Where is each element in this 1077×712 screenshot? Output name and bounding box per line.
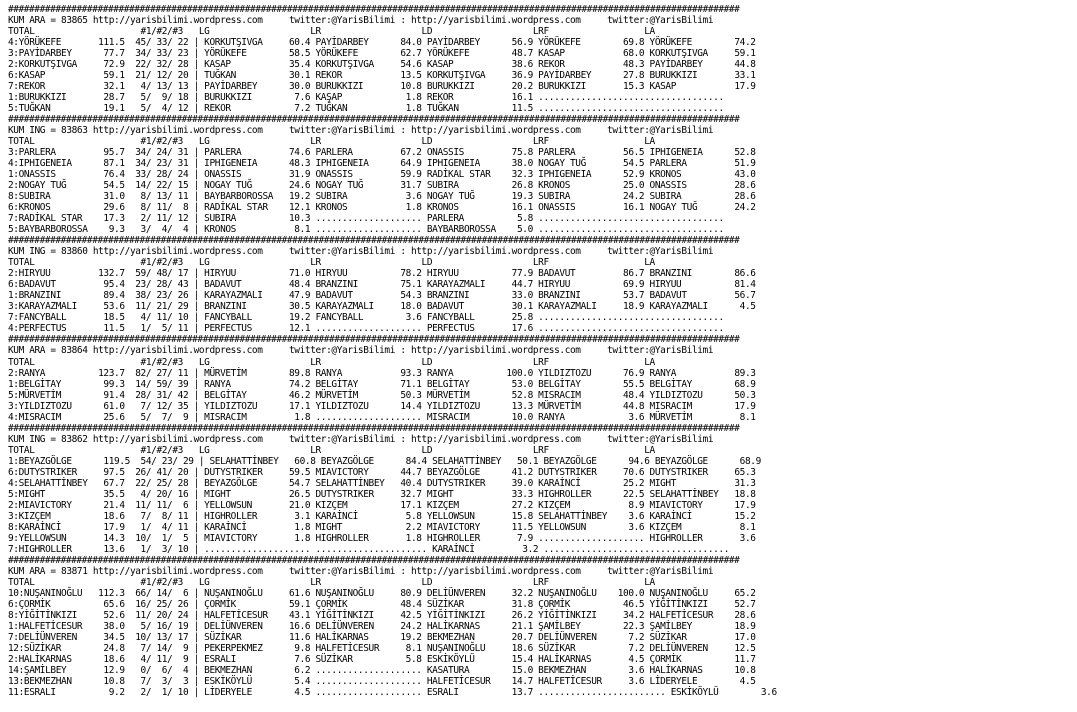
horse-row: 2:NOGAY TUĞ 54.5 14/ 22/ 15 | NOGAY TUĞ 24.6 NOGAY TUĞ 31.7 SUBIRA 26.8 KRONOS 25.0 ONASSIS 28.6 — [8, 180, 756, 192]
horse-row: 4:MISRACIM 25.6 5/ 7/ 9 | MISRACIM 1.8 .................... MISRACIM 10.0 RANYA 3.6 MÜRVETİM 8.1 — [8, 411, 756, 423]
horse-row: 3:YILDIZTOZU 61.0 7/ 12/ 35 | YILDIZTOZU 17.1 YILDIZTOZU 14.4 YILDIZTOZU 13.3 MÜRVETİM 44.8 MISRACIM 17.9 — [8, 400, 756, 412]
horse-row: 4:IPHIGENEIA 87.1 34/ 23/ 31 | IPHIGENEIA 48.3 IPHIGENEIA 64.9 IPHIGENEIA 38.0 NOGAY TUĞ 54.5 PARLERA 51.9 — [8, 158, 756, 170]
column-header-line: TOTAL #1/#2/#3 LG LR LD LRF LA — [8, 257, 655, 269]
horse-row: 1:BELGİTAY 99.3 14/ 59/ 39 | RANYA 74.2 BELGİTAY 71.1 BELGİTAY 53.0 BELGİTAY 55.5 BELGİTAY 68.9 — [8, 378, 756, 390]
horse-row: 1:BURUKKIZI 28.7 5/ 9/ 18 | BURUKKIZI 7.6 KAŞAP 1.8 REKOR 16.1 ................................... — [8, 92, 724, 104]
horse-row: 2:MIAVICTORY 21.4 11/ 11/ 6 | YELLOWSUN 21.0 KIZÇEM 17.1 KIZÇEM 27.2 KIZÇEM 8.9 MIAVICTORY 17.9 — [8, 499, 756, 511]
horse-row: 4:SELAHATTİNBEY 67.7 22/ 25/ 28 | BEYAZGÖLGE 54.7 SELAHATTİNBEY 40.4 DUTYSTRIKER 39.0 KARAİNCİ 25.2 MIGHT 31.3 — [8, 477, 756, 489]
horse-row: 3:PAYİDARBEY 77.7 34/ 33/ 23 | YÖRÜKEFE 58.5 YÖRÜKEFE 62.7 YÖRÜKEFE 48.7 KASAP 68.0 KORKUTŞIVGA 59.1 — [8, 48, 756, 60]
race-header-line: KUM ARA = 83871 http://yarisbilimi.wordpress.com twitter:@YarisBilimi : http://yarisbilimi.wordpress.com twitter:@YarisBilimi — [8, 565, 714, 577]
separator-line: ########################################################################################################################################### — [8, 334, 740, 346]
horse-row: 2:RANYA 123.7 82/ 27/ 11 | MÜRVETİM 89.8 RANYA 93.3 RANYA 100.0 YILDIZTOZU 76.9 RANYA 89.3 — [8, 367, 756, 379]
horse-row: 2:KORKUTŞIVGA 72.9 22/ 32/ 28 | KASAP 35.4 KORKUTŞIVGA 54.6 KASAP 38.6 REKOR 48.3 PAYİDARBEY 44.8 — [8, 59, 756, 71]
horse-row: 7:RADİKAL STAR 17.3 2/ 11/ 12 | SUBIRA 10.3 .................... PARLERA 5.8 ................................... — [8, 213, 724, 225]
horse-row: 7:FANCYBALL 18.5 4/ 11/ 10 | FANCYBALL 19.2 FANCYBALL 3.6 FANCYBALL 25.8 ................................... — [8, 312, 724, 324]
horse-row: 8:SUBIRA 31.0 8/ 13/ 11 | BAYBARBOROSSA 19.2 SUBIRA 3.6 NOGAY TUĞ 19.3 SUBIRA 24.2 SUBIRA 28.6 — [8, 191, 756, 203]
separator-line: ########################################################################################################################################### — [8, 422, 740, 434]
race-header-line: KUM ING = 83860 http://yarisbilimi.wordpress.com twitter:@YarisBilimi : http://yarisbilimi.wordpress.com twitter:@YarisBilimi — [8, 246, 714, 258]
horse-row: 8:KARAİNCİ 17.9 1/ 4/ 11 | KARAİNCİ 1.8 MIGHT 2.2 MIAVICTORY 11.5 YELLOWSUN 3.6 KIZÇEM 8.1 — [8, 521, 756, 533]
column-header-line: TOTAL #1/#2/#3 LG LR LD LRF LA — [8, 444, 655, 456]
horse-row: 4:YÖRÜKEFE 111.5 45/ 33/ 22 | KORKUTŞIVGA 60.4 PAYİDARBEY 84.0 PAYİDARBEY 56.9 YÖRÜKEFE 69.8 YÖRÜKEFE 74.2 — [8, 37, 756, 49]
horse-row: 2:HIRYUU 132.7 59/ 48/ 17 | HIRYUU 71.0 HIRYUU 78.2 HIRYUU 77.9 BADAVUT 86.7 BRANZINI 86.6 — [8, 268, 756, 280]
column-header-line: TOTAL #1/#2/#3 LG LR LD LRF LA — [8, 576, 655, 588]
horse-row: 3:PARLERA 95.7 34/ 24/ 31 | PARLERA 74.6 PARLERA 67.2 ONASSIS 75.8 PARLERA 56.5 IPHIGENEIA 52.8 — [8, 147, 756, 159]
horse-row: 11:ESRALI 9.2 2/ 1/ 10 | LİDERYELE 4.5 .................... ESRALI 13.7 ........................ ESKİKÖYLÜ 3.6 — [8, 686, 777, 698]
horse-row: 8:YİĞİTİNKIZI 52.6 11/ 20/ 24 | HALFETİCESUR 43.1 YİĞİTİNKIZI 42.5 YİĞİTİNKIZI 26.2 YİĞİTİNKIZI 34.2 HALFETİCESUR 28.6 — [8, 609, 756, 621]
horse-row: 3:KIZÇEM 18.6 7/ 8/ 11 | HIGHROLLER 3.1 KARAİNCİ 5.8 YELLOWSUN 15.8 SELAHATTİNBEY 3.6 KARAİNCİ 15.2 — [8, 510, 756, 522]
horse-row: 6:DUTYSTRIKER 97.5 26/ 41/ 20 | DUTYSTRIKER 59.5 MIAVICTORY 44.7 BEYAZGÖLGE 41.2 DUTYSTRIKER 70.6 DUTYSTRIKER 65.3 — [8, 466, 756, 478]
separator-line: ########################################################################################################################################### — [8, 114, 740, 126]
horse-row: 7:REKOR 32.1 4/ 13/ 13 | PAYİDARBEY 30.0 BURUKKIZI 10.8 BURUKKIZI 20.2 BURUKKIZI 15.3 KASAP 17.9 — [8, 81, 756, 93]
horse-row: 1:HALFETİCESUR 38.0 5/ 16/ 19 | DELİÜNVEREN 16.6 DELİÜNVEREN 24.2 HALİKARNAS 21.1 ŞAMİLBEY 22.3 ŞAMİLBEY 18.9 — [8, 620, 756, 632]
horse-row: 1:BRANZINI 89.4 38/ 23/ 26 | KARAYAZMALI 47.9 BADAVUT 54.3 BRANZINI 33.0 BRANZINI 53.7 BADAVUT 56.7 — [8, 290, 756, 302]
horse-row: 6:KASAP 59.1 21/ 12/ 20 | TUĞKAN 30.1 REKOR 13.5 KORKUTŞIVGA 36.9 PAYİDARBEY 27.8 BURUKKIZI 33.1 — [8, 70, 756, 82]
horse-row: 10:NUŞANINOĞLU 112.3 66/ 14/ 6 | NUŞANINOĞLU 61.6 NUŞANINOĞLU 80.9 DELİÜNVEREN 32.2 NUŞANINOĞLU 100.0 NUŞANINOĞLU 65.2 — [8, 587, 756, 599]
separator-line: ########################################################################################################################################### — [8, 235, 740, 247]
race-statistics-text-sheet — [8, 4, 777, 698]
horse-row: 7:DELİÜNVEREN 34.5 10/ 13/ 17 | SÜZİKAR 11.6 HALİKARNAS 19.2 BEKMEZHAN 20.7 DELİÜNVEREN 7.2 SÜZİKAR 17.0 — [8, 631, 756, 643]
horse-row: 2:HALİKARNAS 18.6 4/ 11/ 9 | ESRALI 7.6 SÜZİKAR 5.8 ESKİKÖYLÜ 15.4 HALİKARNAS 4.5 ÇORMİK 11.7 — [8, 653, 756, 665]
horse-row: 7:HIGHROLLER 13.6 1/ 3/ 10 | .................... ..................... KARAİNCİ 3.2 ................................... — [8, 543, 730, 555]
horse-row: 5:MIGHT 35.5 4/ 20/ 16 | MIGHT 26.5 DUTYSTRIKER 32.7 MIGHT 33.3 HIGHROLLER 22.5 SELAHATTİNBEY 18.8 — [8, 488, 756, 500]
horse-row: 4:PERFECTUS 11.5 1/ 5/ 11 | PERFECTUS 12.1 .................... PERFECTUS 17.6 ................................... — [8, 323, 724, 335]
column-header-line: TOTAL #1/#2/#3 LG LR LD LRF LA — [8, 26, 655, 38]
separator-line: ########################################################################################################################################### — [8, 554, 740, 566]
horse-row: 3:KARAYAZMALI 53.6 11/ 21/ 29 | BRANZINI 30.5 KARAYAZMALI 18.0 BADAVUT 30.1 KARAYAZMALI 18.9 KARAYAZMALI 4.5 — [8, 301, 756, 313]
horse-row: 6:ÇORMİK 65.6 16/ 25/ 26 | ÇORMİK 59.1 ÇORMİK 48.4 SÜZİKAR 31.8 ÇORMİK 46.5 YİĞİTİNKIZI 52.7 — [8, 598, 756, 610]
horse-row: 13:BEKMEZHAN 10.8 7/ 3/ 3 | ESKİKÖYLÜ 5.4 .................... HALFETİCESUR 14.7 HALFETİCESUR 3.6 LİDERYELE 4.5 — [8, 675, 756, 687]
race-header-line: KUM ING = 83862 http://yarisbilimi.wordpress.com twitter:@YarisBilimi : http://yarisbilimi.wordpress.com twitter:@YarisBilimi — [8, 433, 714, 445]
horse-row: 1:ONASSIS 76.4 33/ 28/ 24 | ONASSIS 31.9 ONASSIS 59.9 RADİKAL STAR 32.3 IPHIGENEIA 52.9 KRONOS 43.0 — [8, 169, 756, 181]
separator-line: ########################################################################################################################################### — [8, 4, 740, 15]
column-header-line: TOTAL #1/#2/#3 LG LR LD LRF LA — [8, 136, 655, 148]
horse-row: 1:BEYAZGÖLGE 119.5 54/ 23/ 29 | SELAHATTİNBEY 60.8 BEYAZGÖLGE 84.4 SELAHATTİNBEY 50.1 BEYAZGÖLGE 94.6 BEYAZGÖLGE 68.9 — [8, 455, 761, 467]
horse-row: 5:TUĞKAN 19.1 5/ 4/ 12 | REKOR 7.2 TUĞKAN 1.8 TUĞKAN 11.5 ................................... — [8, 103, 724, 115]
horse-row: 5:MÜRVETİM 91.4 28/ 31/ 42 | BELGİTAY 46.2 MÜRVETİM 50.3 MÜRVETİM 52.8 MISRACIM 48.4 YILDIZTOZU 50.3 — [8, 389, 756, 401]
horse-row: 9:YELLOWSUN 14.3 10/ 1/ 5 | MIAVICTORY 1.8 HIGHROLLER 1.8 HIGHROLLER 7.9 .................... HIGHROLLER 3.6 — [8, 532, 756, 544]
horse-row: 6:BADAVUT 95.4 23/ 28/ 43 | BADAVUT 48.4 BRANZINI 75.1 KARAYAZMALI 44.7 HIRYUU 69.9 HIRYUU 81.4 — [8, 279, 756, 291]
race-header-line: KUM ARA = 83865 http://yarisbilimi.wordpress.com twitter:@YarisBilimi : http://yarisbilimi.wordpress.com twitter:@YarisBilimi — [8, 15, 714, 27]
race-header-line: KUM ARA = 83864 http://yarisbilimi.wordpress.com twitter:@YarisBilimi : http://yarisbilimi.wordpress.com twitter:@YarisBilimi — [8, 345, 714, 357]
column-header-line: TOTAL #1/#2/#3 LG LR LD LRF LA — [8, 356, 655, 368]
horse-row: 12:SÜZİKAR 24.8 7/ 14/ 9 | PEKERPEKMEZ 9.8 HALFETİCESUR 8.1 NUŞANINOĞLU 18.6 SÜZİKAR 7.2 DELİÜNVEREN 12.5 — [8, 642, 756, 654]
horse-row: 5:BAYBARBOROSSA 9.3 3/ 4/ 4 | KRONOS 8.1 .................... BAYBARBOROSSA 5.0 ................................... — [8, 224, 724, 236]
race-header-line: KUM ING = 83863 http://yarisbilimi.wordpress.com twitter:@YarisBilimi : http://yarisbilimi.wordpress.com twitter:@YarisBilimi — [8, 125, 714, 137]
horse-row: 14:ŞAMİLBEY 12.9 0/ 6/ 4 | BEKMEZHAN 6.2 .................... KASATURA 15.0 BEKMEZHAN 3.6 HALİKARNAS 10.8 — [8, 664, 756, 676]
horse-row: 6:KRONOS 29.6 8/ 11/ 8 | RADİKAL STAR 12.1 KRONOS 1.8 KRONOS 16.1 ONASSIS 16.1 NOGAY TUĞ 24.2 — [8, 202, 756, 214]
